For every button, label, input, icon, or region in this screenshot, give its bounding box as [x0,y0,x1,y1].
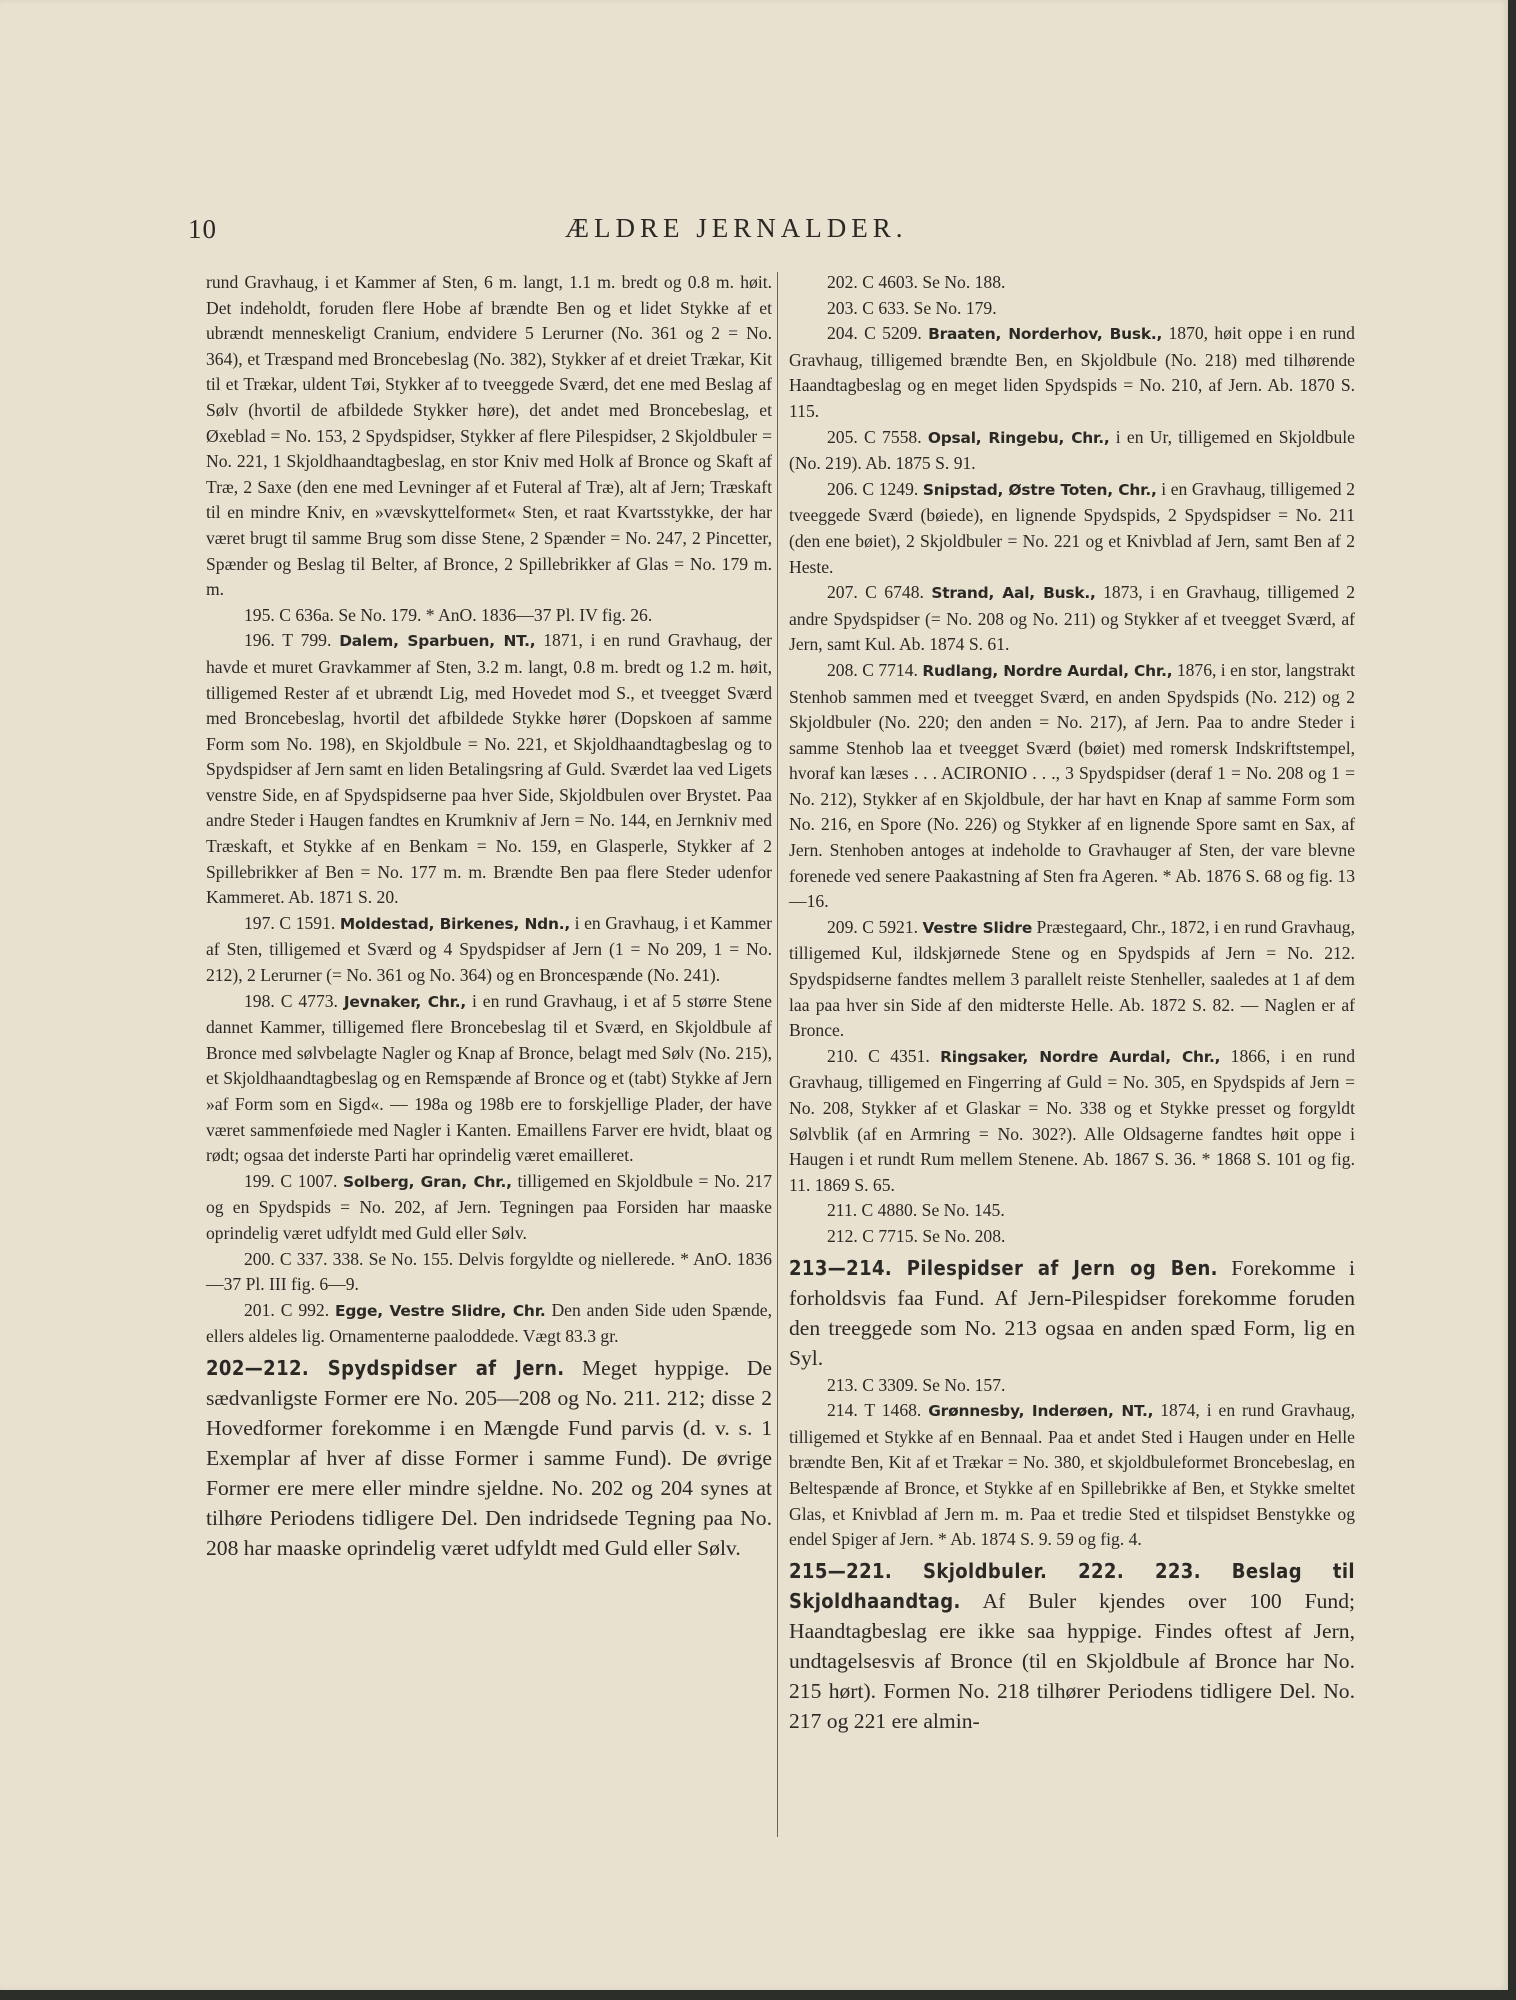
entry-number: 203. C 633. [827,297,910,318]
catalog-entry [206,1247,772,1298]
entry-text: Se No. 188. [922,272,1006,292]
entry-text: rund Gravhaug, i et Kammer af Sten, 6 m. langt, 1.1 m. bredt og 0.8 m. høit. Det indeholdt, foruden flere Hobe af brændte Ben og et lidet Stykke af et ubrændt menneskeligt Cranium, endvidere 5 Lerurner (No. 361 og 2 = No. 364), et Træspand med Broncebeslag (No. 382), Stykker af et dreiet Trækar, Kit til et Trækar, uldent Tøi, Stykker af to tveeggede Sværd, det ene med Beslag af Sølv (hvortil de afbildede Stykker høre), det andet med Broncebeslag, et Øxeblad = No. 153, 2 Spydspidser, Stykker af flere Pilespidser, 2 Skjoldbuler = No. 221, 1 Skjoldhaandtagbeslag, en stor Kniv med Holk af Bronce og Skaft af Træ, 2 Saxe (den ene med Levninger af et Futeral af Træ), alt af Jern; Træskaft til en mindre Kniv, en »vævskyttelformet« Sten, et raat Kvartsstykke, der har været brugt til samme Brug som disse Stene, 2 Spænder = No. 247, 2 Pincetter, Spænder og Beslag til Belter, af Bronce, 2 Spillebrikker af Glas = No. 179 m. m. [206,272,772,600]
entry-text: 1866, i en rund Gravhaug, tilligemed en Fingerring af Guld = No. 305, en Spydspids af Jern = No. 208, Stykker af et Glaskar = No. 338 og et Stykke presset og forgyldt Sølvblik (af en Armring = No. 302?). Alle Oldsagerne fandtes høit oppe i Haugen i et rundt Rum mellem Stenene. Ab. 1867 S. 36. * 1868 S. 101 og fig. 11. 1869 S. 65. [789,1045,1355,1195]
catalog-entry [206,270,772,603]
entry-number: 199. C 1007. [244,1170,338,1191]
entry-text: 1871, i en rund Gravhaug, der havde et muret Gravkammer af Sten, 3.2 m. langt, 0.8 m. bredt og 1.2 m. høit, tilligemed Rester af et ubrændt Lig, med Hovedet mod S., et tveegget Sværd med Broncebeslag, hvortil det afbildede Stykke hører (Dopskoen af samme Form som No. 198), en Skjoldbule = No. 221, et Skjoldhaandtagbeslag og to Spydspidser af Jern samt en liden Betalingsring af Guld. Sværdet laa ved Ligets venstre Side, en af Spydspidserne paa hver Side, Skjoldbulen over Brystet. Paa andre Steder i Haugen fandtes en Krumkniv af Jern = No. 144, en Jernkniv med Træskaft, et Stykke af en Benkam = No. 159, en Glasperle, Stykker af 2 Spillebrikker af Ben = No. 177 m. m. Brændte Ben paa flere Steder udenfor Kammeret. Ab. 1871 S. 20. [206,630,772,908]
find-location: Strand, Aal, Busk., [931,584,1096,603]
entry-text: Se No. 208. [922,1225,1006,1246]
catalog-entry [789,1373,1355,1399]
catalog-entry [789,1398,1355,1553]
entry-number: 206. C 1249. [827,478,919,499]
entry-number: 207. C 6748. [827,582,924,603]
find-location: Opsal, Ringebu, Chr., [927,428,1110,447]
entry-text: Se No. 179. * AnO. 1836—37 Pl. IV fig. 26. [338,604,653,625]
find-location: Grønnesby, Inderøen, NT., [928,1402,1154,1421]
catalog-entry [789,321,1355,424]
running-title: ÆLDRE JERNALDER. [565,213,908,243]
entry-text: Se No. 145. [921,1200,1005,1221]
catalog-entry [789,477,1355,580]
catalog-entry [206,911,772,989]
entry-text: Præstegaard, Chr., 1872, i en rund Gravhaug, tilligemed Kul, ildskjørnede Stene og en Spydspids af Jern = No. 212. Spydspidserne fandtes mellem 3 parallelt reiste Stenheller, saaledes at 1 af dem laa paa hver sin Side af den midterste Helle. Ab. 1872 S. 82. — Naglen er af Bronce. [789,916,1355,1041]
entry-number: 208. C 7714. [827,659,918,680]
entry-text: 1873, i en Gravhaug, tilligemed 2 andre Spydspidser (= No. 208 og No. 211) og Stykker af et tveegget Sværd, af Jern, samt Kul. Ab. 1874 S. 61. [789,582,1356,655]
section-heading-paragraph [206,1353,772,1563]
entry-text: 1870, høit oppe i en rund Gravhaug, tilligemed brændte Ben, en Skjoldbule (No. 218) med tilhørende Haandtagbeslag og en meget liden Spydspids = No. 210, af Jern. Ab. 1870 S. 115. [789,323,1355,421]
find-location: Rudlang, Nordre Aurdal, Chr., [922,661,1173,680]
entry-text: Se No. 155. Delvis forgyldte og niellerede. * AnO. 1836—37 Pl. III fig. 6—9. [206,1248,772,1295]
entry-text: Meget hyppige. De sædvanligste Former ere No. 205—208 og No. 211. 212; disse 2 Hovedformer forekomme i en Mængde Fund parvis (d. v. s. 1 Exemplar af hver af disse Former i samme Fund). De øvrige Former ere mere eller mindre sjeldne. No. 202 og 204 synes at tilhøre Periodens tidligere Del. Den indridsede Tegning paa No. 208 har maaske oprindelig været udfyldt med Guld eller Sølv. [206,1355,773,1560]
entry-number: 201. C 992. [244,1299,330,1320]
column-divider [777,272,778,1837]
entry-text: i en rund Gravhaug, i et af 5 større Stene dannet Kammer, tilligemed flere Broncebeslag til et Sværd, en Skjoldbule af Bronce med sølvbelagte Nagler og Knap af Bronce, belagt med Sølv (No. 215), et Skjoldhaandtagbeslag og en Remspænde af Bronce og et (tabt) Stykke af Jern »af Form som en Sigd«. — 198a og 198b ere to forskjellige Plader, der have været sammenføiede med Nagler i Kanten. Emaillens Farver ere hvidt, blaat og rødt; ogsaa det inderste Parti har oprindelig været emailleret. [206,990,772,1166]
left-column [206,270,772,1563]
entry-text: i en Gravhaug, tilligemed 2 tveeggede Sværd (bøiede), en lignende Spydspids, 2 Spydspidser = No. 211 (den ene bøiet), 2 Skjoldbuler = No. 221 og et Knivblad af Jern, samt Ben af 2 Heste. [789,478,1355,577]
find-location: Egge, Vestre Slidre, Chr. [335,1301,546,1320]
entry-text: Se No. 179. [913,297,997,318]
catalog-entry [789,1224,1355,1250]
right-column [789,270,1355,1736]
catalog-entry [789,1044,1355,1199]
entry-number: 196. T 799. [244,630,332,651]
section-heading-paragraph [789,1253,1355,1373]
catalog-entry [789,915,1355,1044]
entry-number: 205. C 7558. [827,426,922,447]
find-location: Braaten, Norderhov, Busk., [928,325,1163,344]
section-heading: 213—214. Pilespidser af Jern og Ben. [789,1255,1218,1280]
entry-number: 198. C 4773. [244,990,338,1011]
section-heading: 215—221. Skjoldbuler. 222. 223. Beslag til Skjoldhaandtag. [789,1558,1355,1613]
catalog-entry [789,296,1355,322]
entry-number: 200. C 337. 338. [244,1248,364,1269]
entry-number: 202. C 4603. [827,272,918,292]
catalog-entry [789,580,1355,658]
catalog-entry [206,989,772,1169]
entry-number: 214. T 1468. [827,1400,922,1421]
catalog-entry [206,603,772,629]
catalog-entry [789,270,1355,296]
entry-text: i en Ur, tilligemed en Skjoldbule (No. 219). Ab. 1875 S. 91. [789,426,1355,474]
entry-text: Af Buler kjendes over 100 Fund; Haandtagbeslag ere ikke saa hyppige. Findes oftest af Jern, undtagelsesvis af Bronce (til en Skjoldbule af Bronce har No. 215 hørt). Formen No. 218 tilhører Periodens tidligere Del. No. 217 og 221 ere almin- [789,1588,1356,1733]
entry-number: 213. C 3309. [827,1374,918,1395]
catalog-entry [206,1169,772,1247]
entry-text: tilligemed en Skjoldbule = No. 217 og en Spydspids = No. 202, af Jern. Tegningen paa Forsiden har maaske oprindelig været udfyldt med Guld eller Sølv. [206,1170,772,1243]
entry-number: 204. C 5209. [827,323,922,344]
page-number: 10 [188,214,217,244]
section-heading: 202—212. Spydspidser af Jern. [206,1355,565,1380]
entry-number: 209. C 5921. [827,916,919,937]
catalog-entry [206,628,772,911]
find-location: Ringsaker, Nordre Aurdal, Chr., [940,1047,1221,1066]
find-location: Vestre Slidre [922,918,1033,937]
entry-text: 1876, i en stor, langstrakt Stenhob sammen med et tveegget Sværd, en anden Spydspids (No. 212) og 2 Skjoldbuler (No. 220; den anden = No. 217), af Jern. Paa to andre Steder i samme Stenhob laa et tveegget Sværd (bøiet) med romersk Indskriftstempel, hvoraf kan læses . . . ACIRONIO . . ., 3 Spydspidser (deraf 1 = No. 208 og 1 = No. 212), Stykker af en Skjoldbule, der har havt en Knap af samme Form som No. 216, en Spore (No. 226) og Stykker af en lignende Spore samt en Sax, af Jern. Stenhoben antoges at indeholde to Gravhauger af Sten, der vare blevne forenede ved senere Paakastning af Sten fra Ageren. * Ab. 1876 S. 68 og fig. 13—16. [789,659,1355,912]
entry-number: 211. C 4880. [827,1200,918,1221]
entry-number: 195. C 636a. [244,604,334,625]
find-location: Moldestad, Birkenes, Ndn., [339,914,570,933]
catalog-entry [789,425,1355,477]
entry-text: Forekomme i forholdsvis faa Fund. Af Jern-Pilespidser forekomme foruden den treeggede som No. 213 ogsaa en anden spæd Form, lig en Syl. [789,1255,1355,1370]
entry-text: Den anden Side uden Spænde, ellers aldeles lig. Ornamenterne paaloddede. Vægt 83.3 gr. [206,1299,772,1347]
find-location: Snipstad, Østre Toten, Chr., [922,480,1157,499]
catalog-entry [789,658,1355,915]
entry-text: 1874, i en rund Gravhaug, tilligemed et Stykke af en Bennaal. Paa et andet Sted i Haugen under en Helle brændte Ben, Kit af et Trækar = No. 380, et skjoldbuleformet Broncebeslag, en Beltespænde af Bronce, et Stykke af en Spillebrikke af Ben, et Stykke smeltet Glas, et Knivblad af Jern m. m. Paa et tredie Sted et tilspidset Benstykke og endel Spiger af Jern. * Ab. 1874 S. 9. 59 og fig. 4. [789,1400,1355,1550]
find-location: Solberg, Gran, Chr., [343,1172,512,1191]
find-location: Dalem, Sparbuen, NT., [339,632,536,651]
catalog-entry [789,1198,1355,1224]
entry-number: 197. C 1591. [244,912,336,933]
catalog-entry [206,1298,772,1350]
find-location: Jevnaker, Chr., [343,992,467,1011]
entry-text: i en Gravhaug, i et Kammer af Sten, tilligemed et Sværd og 4 Spydspidser af Jern (1 = No 209, 1 = No. 212), 2 Lerurner (= No. 361 og No. 364) og en Broncespænde (No. 241). [206,912,772,986]
entry-number: 212. C 7715. [827,1225,918,1246]
section-heading-paragraph [789,1556,1355,1736]
entry-text: Se No. 157. [922,1374,1006,1395]
entry-number: 210. C 4351. [827,1045,930,1066]
